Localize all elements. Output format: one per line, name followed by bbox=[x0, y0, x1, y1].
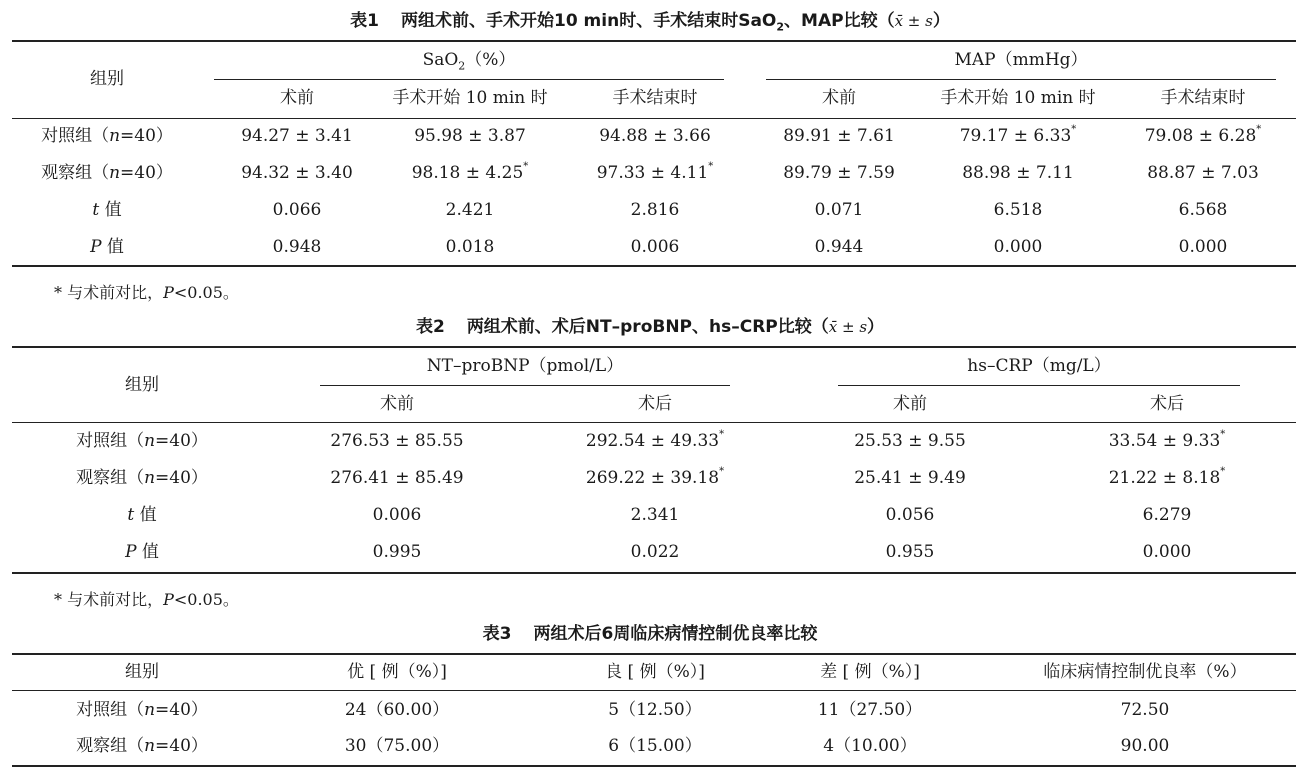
table3-cell: 11（27.50） bbox=[817, 700, 923, 720]
table1-cell: 88.87 ± 7.03 bbox=[1147, 163, 1259, 183]
table3-header: 优 [ 例（%）] bbox=[347, 662, 447, 682]
table3-header: 临床病情控制优良率（%） bbox=[1043, 662, 1247, 682]
table2-ntprobnp-header: NT–proBNP（pmol/L） bbox=[426, 356, 624, 376]
table2-cell: 6.279 bbox=[1142, 505, 1192, 525]
table3-cell: 6（15.00） bbox=[608, 736, 702, 756]
table3-header: 良 [ 例（%）] bbox=[605, 662, 705, 682]
table1-cell: 97.33 ± 4.11* bbox=[596, 161, 714, 183]
table3-header: 差 [ 例（%）] bbox=[820, 662, 920, 682]
table2-title: 两组术前、术后NT–proBNP、hs–CRP比较（x̄ ± s） bbox=[466, 317, 885, 337]
table3-cell: 90.00 bbox=[1120, 736, 1170, 756]
table2-hscrp-header: hs–CRP（mg/L） bbox=[967, 356, 1111, 376]
table2-cell: 25.41 ± 9.49 bbox=[854, 468, 966, 488]
table1-cell: 6.518 bbox=[993, 200, 1043, 220]
table1-row-label: 对照组（n=40） bbox=[41, 126, 173, 146]
table1-footnote: * 与术前对比，P<0.05。 bbox=[54, 283, 239, 302]
table2-bottom-rule bbox=[12, 572, 1296, 574]
table1-group-header: 组别 bbox=[90, 69, 124, 89]
table1-cell: 0.000 bbox=[1178, 237, 1228, 257]
table1-subheader: 手术开始 10 min 时 bbox=[392, 88, 548, 108]
table2-cell: 2.341 bbox=[630, 505, 680, 525]
table1-subheader: 术前 bbox=[822, 88, 856, 108]
table2-group-header: 组别 bbox=[125, 375, 159, 395]
table1-row-label: 观察组（n=40） bbox=[41, 163, 173, 183]
table3-header: 组别 bbox=[125, 662, 159, 682]
table1-bottom-rule bbox=[12, 265, 1296, 267]
table2-cell: 0.955 bbox=[885, 542, 935, 562]
table2-subheader: 术前 bbox=[893, 394, 927, 414]
table3-header-rule bbox=[12, 690, 1296, 691]
table2-footnote: * 与术前对比，P<0.05。 bbox=[54, 590, 239, 609]
table2-cell: 269.22 ± 39.18* bbox=[585, 466, 725, 488]
table2-row-label: 观察组（n=40） bbox=[76, 468, 208, 488]
table1-number: 表1 bbox=[350, 11, 379, 31]
table1-caption bbox=[0, 10, 1300, 38]
table3-cell: 4（10.00） bbox=[823, 736, 917, 756]
table1-cell: 88.98 ± 7.11 bbox=[962, 163, 1074, 183]
table2-cell: 0.022 bbox=[630, 542, 680, 562]
table2-subheader: 术前 bbox=[380, 394, 414, 414]
table2-row-label: 对照组（n=40） bbox=[76, 431, 208, 451]
table2-row-label: P 值 bbox=[125, 542, 159, 562]
table1-cell: 0.000 bbox=[993, 237, 1043, 257]
table2-cell: 25.53 ± 9.55 bbox=[854, 431, 966, 451]
table3-title: 两组术后6周临床病情控制优良率比较 bbox=[533, 624, 818, 644]
table3-cell: 5（12.50） bbox=[608, 700, 702, 720]
table1-subheader: 手术结束时 bbox=[1160, 88, 1246, 108]
table2-cell: 276.41 ± 85.49 bbox=[330, 468, 464, 488]
table1-cell: 94.32 ± 3.40 bbox=[241, 163, 353, 183]
table3-row-label: 观察组（n=40） bbox=[76, 736, 208, 756]
table1-subheader: 手术开始 10 min 时 bbox=[940, 88, 1096, 108]
table1-cell: 79.17 ± 6.33* bbox=[959, 124, 1077, 146]
table2-cell: 0.006 bbox=[372, 505, 422, 525]
table1-cell: 0.006 bbox=[630, 237, 680, 257]
table2-cell: 0.000 bbox=[1142, 542, 1192, 562]
table1-cell: 6.568 bbox=[1178, 200, 1228, 220]
table2-subheader: 术后 bbox=[1150, 394, 1184, 414]
table3-cell: 30（75.00） bbox=[344, 736, 450, 756]
table1-cell: 89.91 ± 7.61 bbox=[783, 126, 895, 146]
table2-row-label: t 值 bbox=[127, 505, 157, 525]
table3-cell: 24（60.00） bbox=[344, 700, 450, 720]
table3-row-label: 对照组（n=40） bbox=[76, 700, 208, 720]
table1-cell: 98.18 ± 4.25* bbox=[411, 161, 529, 183]
table1-row-label: P 值 bbox=[90, 237, 124, 257]
table1-cell: 0.944 bbox=[814, 237, 864, 257]
table2-subheader: 术后 bbox=[638, 394, 672, 414]
table2-cell: 33.54 ± 9.33* bbox=[1108, 429, 1226, 451]
table2-number: 表2 bbox=[415, 317, 445, 337]
table1-cell: 79.08 ± 6.28* bbox=[1144, 124, 1262, 146]
table1-cell: 94.88 ± 3.66 bbox=[599, 126, 711, 146]
table2-cell: 276.53 ± 85.55 bbox=[330, 431, 464, 451]
table2-caption bbox=[0, 316, 1300, 338]
table2-cell: 292.54 ± 49.33* bbox=[585, 429, 725, 451]
table1-title: 两组术前、手术开始10 min时、手术结束时SaO$_2$、MAP比较（x̄ ± s） bbox=[400, 11, 950, 34]
table1-subheader: 手术结束时 bbox=[612, 88, 698, 108]
table1-cell: 0.071 bbox=[814, 200, 864, 220]
table2-cell: 0.056 bbox=[885, 505, 935, 525]
table1-cell: 0.018 bbox=[445, 237, 495, 257]
table1-cell: 95.98 ± 3.87 bbox=[414, 126, 526, 146]
table1-cell: 0.066 bbox=[272, 200, 322, 220]
table1-cell: 2.421 bbox=[445, 200, 495, 220]
table2-cell: 21.22 ± 8.18* bbox=[1108, 466, 1226, 488]
table1-sao2-header: SaO$_2$（%） bbox=[422, 50, 516, 73]
table3-bottom-rule bbox=[12, 765, 1296, 767]
table1-cell: 2.816 bbox=[630, 200, 680, 220]
table3-caption bbox=[0, 623, 1300, 645]
table3-number: 表3 bbox=[482, 624, 512, 644]
table1-cell: 94.27 ± 3.41 bbox=[241, 126, 353, 146]
table1-row-label: t 值 bbox=[92, 200, 122, 220]
table1-cell: 0.948 bbox=[272, 237, 322, 257]
table1-cell: 89.79 ± 7.59 bbox=[783, 163, 895, 183]
table1-map-header: MAP（mmHg） bbox=[954, 50, 1088, 70]
table3-cell: 72.50 bbox=[1120, 700, 1170, 720]
table2-cell: 0.995 bbox=[372, 542, 422, 562]
table1-subheader: 术前 bbox=[280, 88, 314, 108]
